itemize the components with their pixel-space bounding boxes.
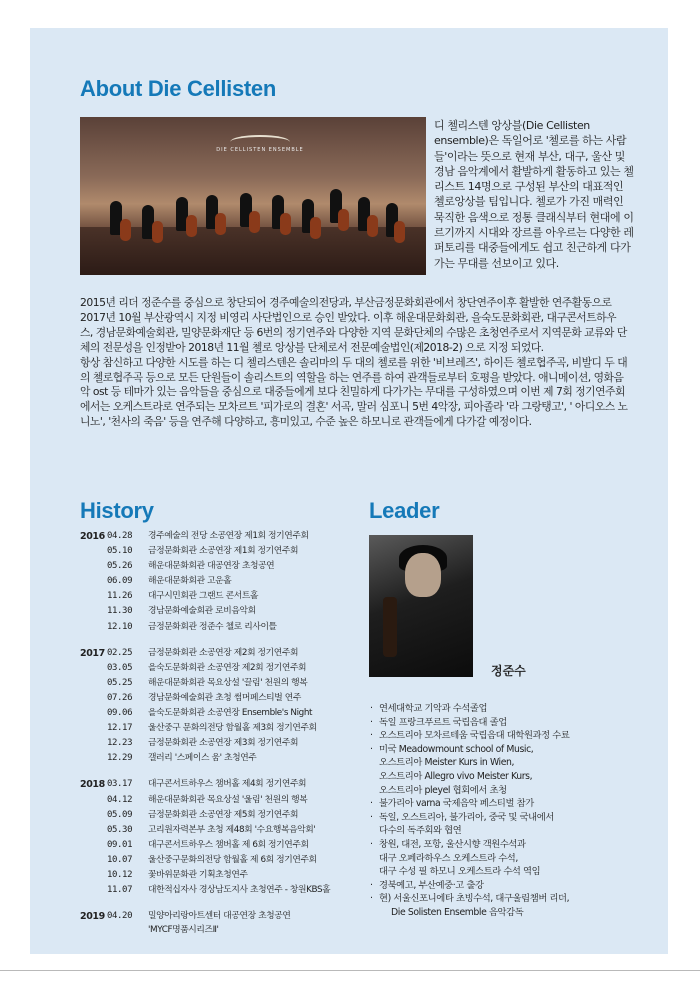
history-entry: [80, 661, 370, 676]
history-entry: [80, 924, 370, 936]
history-date: 07.26: [107, 692, 133, 703]
history-entry: [80, 706, 370, 721]
history-entry: [80, 883, 370, 898]
history-date: 11.26: [107, 591, 133, 602]
history-date: 10.07: [107, 854, 133, 865]
history-entry: [80, 646, 370, 661]
history-entry: [80, 620, 370, 635]
history-date: 11.07: [107, 885, 133, 896]
history-event: 금정문화회관 소공연장 제3회 정기연주회: [148, 738, 299, 749]
history-entry: [80, 868, 370, 883]
history-entry: [80, 808, 370, 823]
history-year: 2018: [80, 779, 105, 791]
history-entry: [80, 823, 370, 838]
leader-heading: Leader: [369, 498, 440, 523]
leader-bio-item: · 연세대학교 기악과 수석졸업: [369, 702, 639, 716]
leader-bio-item: · 현) 서울신포니에타 초빙수석, 대구울림챔버 리더, Die Solisten Ensemble 음악감독: [369, 892, 639, 919]
history-event: 대구콘서트하우스 챔버홀 제4회 정기연주회: [148, 779, 307, 790]
history-date: 12.29: [107, 753, 133, 764]
history-entry: [80, 736, 370, 751]
history-event: 금정문화회관 소공연장 제5회 정기연주회: [148, 809, 299, 820]
history-event: 대한적십자사 경상남도지사 초청연주 - 창원KBS홀: [148, 885, 331, 896]
history-date: 03.17: [107, 779, 133, 790]
about-paragraph: 2015년 리더 정준수를 중심으로 창단되어 경주예술의전당과, 부산금정문화회관에서 창단연주이후 활발한 연주활동으로 2017년 10월 부산광역시 지정 비영리 사단법인으로 승인 받았다. 이후 해운대문화회관, 을숙도문화회관, 대구콘서트하우스, 경남문화예술회관, 밀양문화재단 등 6번의 정기연주와 다양한 지역 문화단체의 수많은 초청연주로서 지역문화 교류와 단체의 전문성을 인정받아 2018년 11월 첼로 앙상블 단체로서 전문예술법인(제2018-2) 으로 지정 되었다.: [80, 296, 627, 354]
leader-bio-item: · 오스트리아 모차르테움 국립음대 대학원과정 수료: [369, 729, 639, 743]
history-date: 06.09: [107, 576, 133, 587]
history-heading: History: [80, 498, 154, 523]
history-date: 04.12: [107, 794, 133, 805]
history-event: 해운대문화회관 목요상설 '울림' 천원의 행복: [148, 794, 308, 805]
history-event-subtitle: 'MYCF명품시리즈Ⅱ': [148, 925, 219, 936]
history-entry: [80, 544, 370, 559]
ensemble-photo: [80, 117, 426, 275]
history-entry: [80, 909, 370, 924]
history-entry: [80, 853, 370, 868]
history-entry: [80, 721, 370, 736]
history-date: 05.30: [107, 824, 133, 835]
history-entry: [80, 793, 370, 808]
history-entry: [80, 574, 370, 589]
history-list: [80, 529, 370, 947]
history-date: 11.30: [107, 606, 133, 617]
history-event: 경주예술의 전당 소공연장 제1회 정기연주회: [148, 531, 309, 541]
about-heading: About Die Cellisten: [80, 76, 276, 101]
history-event: 금정문화회관 소공연장 제1회 정기연주회: [148, 546, 299, 557]
leader-bio-item: · 독일, 오스트리아, 불가리아, 중국 및 국내에서 다수의 독주회와 협연: [369, 811, 639, 838]
history-event: 대구콘서트하우스 챔버홀 제 6회 정기연주회: [148, 839, 309, 850]
about-body: [80, 296, 628, 430]
history-year-block: [80, 529, 370, 635]
leader-bio-list: [369, 702, 639, 920]
leader-bio-item: · 미국 Meadowmount school of Music, 오스트리아 Meister Kurs in Wien, 오스트리아 Allegro vivo Meister Kurs, 오스트리아 pleyel 협회에서 초청: [369, 743, 639, 797]
history-entry: [80, 838, 370, 853]
history-date: 05.09: [107, 809, 133, 820]
leader-bio-item: · 경북예고, 부산예중·고 출강: [369, 879, 639, 893]
leader-photo: [369, 535, 473, 677]
history-date: 09.01: [107, 839, 133, 850]
history-date: 09.06: [107, 708, 133, 719]
history-year-block: [80, 646, 370, 767]
history-entry: [80, 529, 370, 544]
history-entry: [80, 676, 370, 691]
history-date: 03.05: [107, 662, 133, 673]
history-event: 대구시민회관 그랜드 콘서트홀: [148, 591, 259, 602]
history-event: 금정문화회관 소공연장 제2회 정기연주회: [148, 647, 299, 658]
history-date: 04.28: [107, 531, 133, 541]
history-event: 금정문화회관 정준수 첼로 리사이틀: [148, 621, 277, 632]
history-entry: [80, 777, 370, 792]
history-date: 10.12: [107, 869, 133, 880]
page-rule: [0, 970, 700, 971]
history-date: 04.20: [107, 911, 133, 922]
history-entry: [80, 559, 370, 574]
history-entry: [80, 751, 370, 766]
history-date: 12.23: [107, 738, 133, 749]
history-entry: [80, 604, 370, 619]
history-year-block: [80, 909, 370, 936]
leader-name: 정준수: [491, 664, 526, 678]
about-intro: 디 첼리스텐 앙상블(Die Cellisten ensemble)은 독일어로 '첼로를 하는 사람들'이라는 뜻으로 현재 부산, 대구, 울산 및 경남 음악계에서 활발하게 활동하고 있는 첼리스트 14명으로 구성된 부산의 대표적인 첼로앙상블 팀입니다. 첼로가 가진 매력인 묵직한 음색으로 정통 클래식부터 현대에 이르기까지 시대와 장르를 아우르는 다양한 레퍼토리를 대중들에게도 쉽고 친근하게 다가가는 무대를 선보이고 있다.: [434, 119, 634, 270]
history-event: 해운대문화회관 대공연장 초청공연: [148, 561, 275, 572]
history-date: 12.10: [107, 621, 133, 632]
leader-bio-item: · 창원, 대전, 포항, 울산시향 객원수석과 대구 오페라하우스 오케스트라 수석, 대구 수성 필 하모니 오케스트라 수석 역임: [369, 838, 639, 879]
history-date: 05.25: [107, 677, 133, 688]
history-date: 12.17: [107, 723, 133, 734]
history-date: 05.10: [107, 546, 133, 557]
history-event: 갤러리 '스페이스 움' 초청연주: [148, 753, 257, 764]
about-paragraph: 항상 참신하고 다양한 시도를 하는 디 첼리스텐은 솔리마의 두 대의 첼로를 위한 '비브레즈', 하이든 첼로협주곡, 비발디 두 대의 첼로협주곡 등으로 모든 단원들이 솔리스트의 역할을 하는 연주를 하여 관객들로부터 호평을 받았다. 애니메이션, 영화음악 ost 등 테마가 있는 음악들을 중심으로 대중들에게 보다 친밀하게 다가가는 무대를 구성하였으며 이번 제 7회 정기연주회에서는 오케스트라로 연주되는 모차르트 '피가로의 결혼' 서곡, 말러 심포니 5번 4악장, 피아졸라 '라 그랑탱고', ' 아디오스 노니노', '천사의 죽음' 등을 연주해 다양하고, 흥미있고, 수준 높은 하모니로 관객들에게 다가갈 예정이다.: [80, 355, 628, 429]
leader-bio-item: · 불가리아 varna 국제음악 페스티벌 참가: [369, 797, 639, 811]
history-event: 을숙도문화회관 소공연장 제2회 정기연주회: [148, 662, 307, 673]
history-date: 02.25: [107, 647, 133, 658]
history-entry: [80, 589, 370, 604]
history-entry: [80, 691, 370, 706]
history-event: 경남문화예술회관 로비음악회: [148, 606, 256, 617]
history-year: 2017: [80, 647, 105, 659]
history-event: 울산중구 문화의전당 함월홀 제3회 정기연주회: [148, 723, 317, 734]
history-year: 2016: [80, 531, 105, 542]
history-event: 울산중구문화의전당 함월홀 제 6회 정기연주회: [148, 854, 317, 865]
history-event: 해운대문화회관 목요상설 '끌림' 천원의 행복: [148, 677, 308, 688]
history-event: 해운대문화회관 고운홀: [148, 576, 232, 587]
history-event: 밀양아리랑아트센터 대공연장 초청공연: [148, 911, 291, 922]
history-event: 꽃바위문화관 기획초청연주: [148, 869, 248, 880]
history-year: 2019: [80, 911, 105, 923]
history-event: 고리원자력본부 초청 제48회 '수요행복음악회': [148, 824, 316, 835]
leader-bio-item: · 독일 프랑크푸르트 국립음대 졸업: [369, 716, 639, 730]
history-year-block: [80, 777, 370, 898]
history-event: 을숙도문화회관 소공연장 Ensemble's Night: [148, 708, 313, 719]
history-event: 경남문화예술회관 초청 썸머페스티벌 연주: [148, 692, 301, 703]
history-date: 05.26: [107, 561, 133, 572]
photo-caption: DIE CELLISTEN ENSEMBLE: [216, 147, 304, 153]
